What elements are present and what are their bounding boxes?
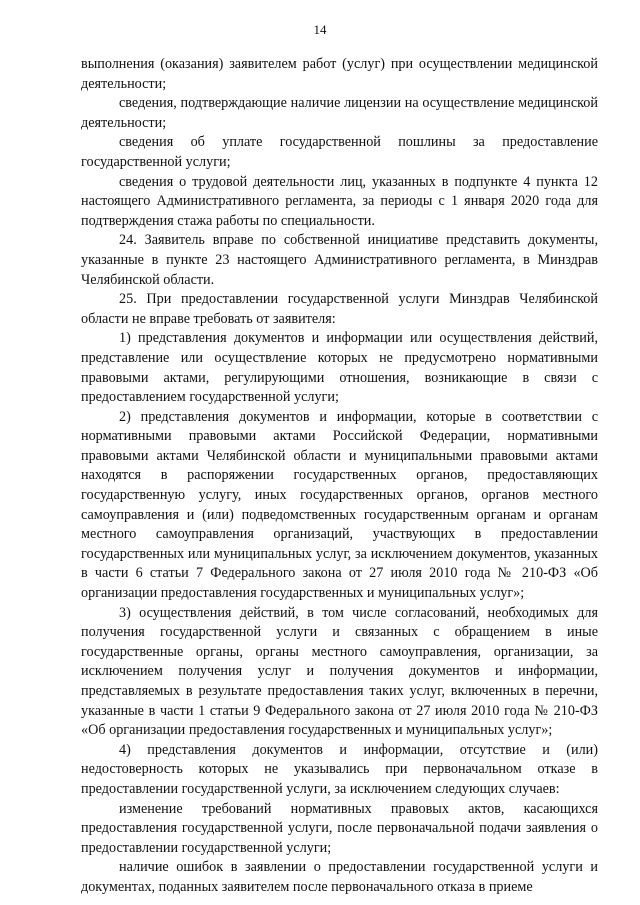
paragraph-subitem-3: 3) осуществления действий, в том числе согласований, необходимых для получения государственной услуги и связанных с обращением в иные государственные органы, органы местного самоуправления, организации, за исключением получения услуг и получения документов и информации, представляемых в результате предоставления таких услуг, включенных в перечни, указанные в части 1 статьи 9 Федерального закона от 27 июля 2010 года № 210-ФЗ «Об организации предоставления государственных и муниципальных услуг»; (81, 604, 598, 739)
page-number: 14 (313, 22, 327, 37)
paragraph-exception-errors: наличие ошибок в заявлении о предоставлении государственной услуги и документах, поданных заявителем после первоначального отказа в приеме (81, 859, 598, 895)
document-body (81, 55, 598, 898)
paragraph-subitem-2: 2) представления документов и информации, которые в соответствии с нормативными правовыми актами Российской Федерации, нормативными правовыми актами Челябинской области и муниципальными правовыми актами находятся в распоряжении государственных органов, предоставляющих государственную услугу, иных государственных органов, органов местного самоуправления и (или) подведомственных государственным органам и органам местного самоуправления организаций, участвующих в предоставлении государственных или муниципальных услуг, за исключением документов, указанных в части 6 статьи 7 Федерального закона от 27 июля 2010 года № 210-ФЗ «Об организации предоставления государственных и муниципальных услуг»; (81, 408, 598, 602)
paragraph-work-history: сведения о трудовой деятельности лиц, указанных в подпункте 4 пункта 12 настоящего Административного регламента, за периоды с 1 января 2020 года для подтверждения стажа работы по специальности. (81, 173, 598, 229)
paragraph-exception-requirements: изменение требований нормативных правовых актов, касающихся предоставления государственной услуги, после первоначальной подачи заявления о предоставлении государственной услуги; (81, 800, 598, 856)
paragraph-state-fee: сведения об уплате государственной пошлины за предоставление государственной услуги; (81, 134, 598, 170)
paragraph-subitem-1: 1) представления документов и информации или осуществления действий, представление или осуществление которых не предусмотрено нормативными правовыми актами, регулирующими отношения, возникающие в связи с предоставлением государственной услуги; (81, 330, 598, 406)
paragraph-license-info: сведения, подтверждающие наличие лицензии на осуществление медицинской деятельности; (81, 95, 598, 131)
paragraph-continuation: выполнения (оказания) заявителем работ (услуг) при осуществлении медицинской деятельности; (81, 56, 598, 92)
paragraph-subitem-4: 4) представления документов и информации, отсутствие и (или) недостоверность которых не указывались при первоначальном отказе в предоставлении государственной услуги, за исключением следующих случаев: (81, 741, 598, 797)
paragraph-item-24: 24. Заявитель вправе по собственной инициативе представить документы, указанные в пункте 23 настоящего Административного регламента, в Минздрав Челябинской области. (81, 232, 598, 288)
paragraph-item-25: 25. При предоставлении государственной услуги Минздрав Челябинской области не вправе требовать от заявителя: (81, 291, 598, 327)
